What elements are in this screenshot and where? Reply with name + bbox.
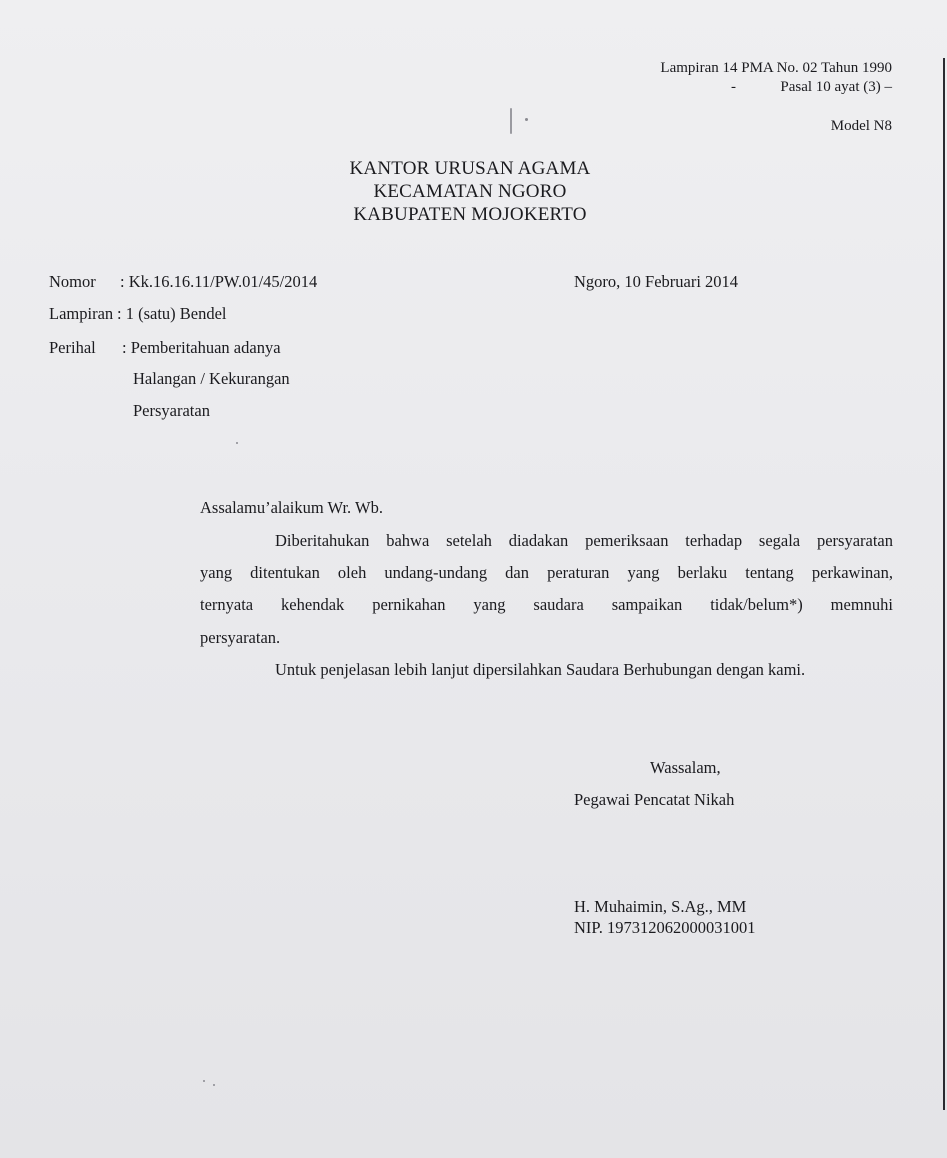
greeting: Assalamu’alaikum Wr. Wb. — [200, 498, 383, 517]
perihal-value-line3: Persyaratan — [133, 401, 210, 420]
paragraph-1-line-3: ternyata kehendak pernikahan yang saudara sampaikan tidak/belum*) memnuhi — [200, 595, 893, 614]
lampiran-label: Lampiran — [49, 304, 114, 323]
article-reference: Pasal 10 ayat (3) – — [780, 79, 892, 95]
signatory-nip: NIP. 197312062000031001 — [574, 918, 756, 937]
reference-dash: - — [731, 79, 736, 95]
nomor-label: Nomor — [49, 272, 96, 291]
form-model: Model N8 — [830, 118, 892, 134]
regency-name: KABUPATEN MOJOKERTO — [353, 204, 587, 225]
scan-speck — [525, 118, 528, 121]
office-name: KANTOR URUSAN AGAMA — [349, 158, 591, 179]
district-name: KECAMATAN NGORO — [373, 181, 567, 202]
place-date: Ngoro, 10 Februari 2014 — [574, 272, 739, 291]
scan-mark — [510, 108, 512, 134]
nomor-value: : Kk.16.16.11/PW.01/45/2014 — [120, 272, 318, 291]
scan-speck — [213, 1084, 215, 1086]
scan-edge-line — [943, 58, 945, 1110]
signatory-name: H. Muhaimin, S.Ag., MM — [574, 897, 747, 916]
scan-speck — [203, 1080, 205, 1082]
perihal-label: Perihal — [49, 338, 96, 357]
perihal-value-line2: Halangan / Kekurangan — [133, 369, 290, 388]
lampiran-value: : 1 (satu) Bendel — [117, 304, 227, 323]
paragraph-2: Untuk penjelasan lebih lanjut dipersilahkan Saudara Berhubungan dengan kami. — [275, 660, 806, 679]
scan-speck — [236, 442, 238, 444]
paragraph-1-line-4: persyaratan. — [200, 628, 281, 647]
signatory-title: Pegawai Pencatat Nikah — [574, 790, 735, 809]
regulation-reference: Lampiran 14 PMA No. 02 Tahun 1990 — [660, 60, 892, 76]
perihal-value-line1: : Pemberitahuan adanya — [122, 338, 281, 357]
closing-salutation: Wassalam, — [650, 758, 721, 777]
paragraph-1-line-1: Diberitahukan bahwa setelah diadakan pemeriksaan terhadap segala persyaratan — [275, 531, 893, 550]
paragraph-1-line-2: yang ditentukan oleh undang-undang dan peraturan yang berlaku tentang perkawinan, — [200, 563, 893, 582]
